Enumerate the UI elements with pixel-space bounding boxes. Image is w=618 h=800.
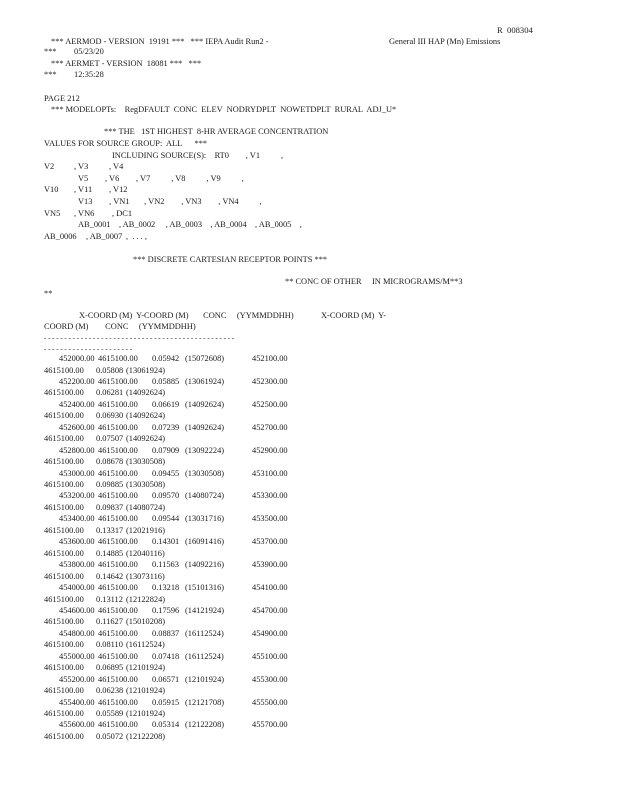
conc-value: 0.08837 — [152, 629, 180, 638]
table-row — [0, 676, 618, 686]
y-coord: 4615100.00 — [44, 549, 84, 558]
date-value: (13030508) — [126, 457, 166, 466]
header-run-description: General III HAP (Mn) Emissions — [389, 37, 501, 46]
table-row — [0, 492, 618, 502]
header-stars-2: *** — [44, 70, 57, 79]
x-coord: 455400.00 — [59, 698, 95, 707]
header-date: 05/23/20 — [74, 47, 104, 56]
conc-value: 0.07418 — [152, 652, 180, 661]
date-value: (13031716) — [185, 514, 225, 523]
source-ab-0007: , AB_0007 — [86, 232, 123, 241]
conc-value: 0.14301 — [152, 537, 180, 546]
source-v10: V10 — [44, 185, 59, 194]
x-coord: 452800.00 — [59, 446, 95, 455]
table-row-continuation — [0, 573, 618, 583]
date-value: (14092624) — [185, 400, 225, 409]
table-row-continuation — [0, 687, 618, 697]
header-divider: - - - - - - - - - - - - - - - - - - - - - - - - - - - - - - - - - - - - - - - - - - - - - - - — [44, 334, 235, 342]
table-row — [0, 538, 618, 548]
conc-value: 0.13112 — [96, 595, 123, 604]
date-value: (13073116) — [126, 572, 165, 581]
x-coord: 453200.00 — [59, 491, 95, 500]
y-coord: 4615100.00 — [98, 537, 138, 546]
table-row-continuation — [0, 435, 618, 445]
date-value: (12121708) — [185, 698, 225, 707]
date-value: (14121924) — [185, 606, 225, 615]
y-coord: 4615100.00 — [98, 720, 138, 729]
source-dc1: , DC1 — [112, 209, 133, 218]
date-value: (14080724) — [126, 503, 166, 512]
source-line-6: AB_0001 , AB_0002 , AB_0003 , AB_0004 , AB_0005 , — [78, 220, 302, 229]
y-coord: 4615100.00 — [98, 606, 138, 615]
x-coord: 452900.00 — [252, 446, 288, 455]
y-coord: 4615100.00 — [44, 617, 84, 626]
y-coord: 4615100.00 — [44, 480, 84, 489]
table-row — [0, 721, 618, 731]
conc-value: 0.13317 — [96, 526, 124, 535]
date-value: (13030508) — [126, 480, 166, 489]
table-row-continuation — [0, 389, 618, 399]
source-v4: , V4 — [109, 162, 124, 171]
x-coord: 455300.00 — [252, 675, 288, 684]
y-coord: 4615100.00 — [44, 640, 84, 649]
date-value: (12101924) — [126, 686, 166, 695]
conc-value: 0.14885 — [96, 549, 124, 558]
x-coord: 454900.00 — [252, 629, 288, 638]
table-row-continuation — [0, 733, 618, 743]
y-coord: 4615100.00 — [98, 423, 138, 432]
date-value: (14092624) — [185, 423, 225, 432]
conc-value: 0.05072 — [96, 732, 124, 741]
source-v3: , V3 — [74, 162, 89, 171]
y-coord: 4615100.00 — [98, 560, 138, 569]
y-coord: 4615100.00 — [98, 583, 138, 592]
table-row-continuation — [0, 412, 618, 422]
date-value: (14092216) — [185, 560, 225, 569]
modelopts-line: *** MODELOPTs: RegDFAULT CONC ELEV NODRYDPLT NOWETDPLT RURAL ADJ_U* — [51, 105, 397, 114]
x-coord: 454800.00 — [59, 629, 95, 638]
date-value: (13061924) — [185, 377, 225, 386]
conc-value: 0.09837 — [96, 503, 124, 512]
table-row — [0, 584, 618, 594]
column-header-line-1: X-COORD (M) Y-COORD (M) CONC (YYMMDDHH) — [79, 311, 294, 320]
y-coord: 4615100.00 — [44, 663, 84, 672]
table-row-continuation — [0, 527, 618, 537]
conc-value: 0.05808 — [96, 366, 124, 375]
x-coord: 452600.00 — [59, 423, 95, 432]
conc-value: 0.05314 — [152, 720, 180, 729]
conc-value: 0.07239 — [152, 423, 180, 432]
x-coord: 453500.00 — [252, 514, 288, 523]
conc-value: 0.06895 — [96, 663, 124, 672]
table-row — [0, 470, 618, 480]
x-coord: 452000.00 — [59, 354, 95, 363]
y-coord: 4615100.00 — [98, 491, 138, 500]
conc-value: 0.11563 — [152, 560, 179, 569]
x-coord: 453600.00 — [59, 537, 95, 546]
units-line: ** CONC OF OTHER IN MICROGRAMS/M**3 — [285, 277, 463, 286]
date-value: (16112524) — [126, 640, 165, 649]
x-coord: 453300.00 — [252, 491, 288, 500]
table-row — [0, 401, 618, 411]
y-coord: 4615100.00 — [44, 595, 84, 604]
table-row — [0, 424, 618, 434]
conc-value: 0.06930 — [96, 411, 124, 420]
conc-value: 0.09885 — [96, 480, 124, 489]
x-coord: 453700.00 — [252, 537, 288, 546]
conc-value: 0.06238 — [96, 686, 124, 695]
date-value: (12122208) — [185, 720, 225, 729]
conc-value: 0.11627 — [96, 617, 123, 626]
date-value: (12122824) — [126, 595, 166, 604]
date-value: (14092624) — [126, 388, 166, 397]
table-row-continuation — [0, 481, 618, 491]
y-coord: 4615100.00 — [44, 732, 84, 741]
x-coord: 455200.00 — [59, 675, 95, 684]
date-value: (13061924) — [126, 366, 166, 375]
date-value: (13092224) — [185, 446, 225, 455]
conc-value: 0.05942 — [152, 354, 180, 363]
x-coord: 455100.00 — [252, 652, 288, 661]
title-line-3: INCLUDING SOURCE(S): RT0 , V1 , — [112, 151, 284, 160]
date-value: (12101924) — [185, 675, 225, 684]
y-coord: 4615100.00 — [98, 652, 138, 661]
conc-value: 0.17596 — [152, 606, 180, 615]
table-row-continuation — [0, 710, 618, 720]
date-value: (16091416) — [185, 537, 225, 546]
header-stars: *** — [44, 47, 57, 56]
date-value: (15010208) — [126, 617, 166, 626]
table-row-continuation — [0, 550, 618, 560]
y-coord: 4615100.00 — [44, 411, 84, 420]
x-coord: 455500.00 — [252, 698, 288, 707]
source-vn5: VN5 — [44, 209, 61, 218]
y-coord: 4615100.00 — [98, 446, 138, 455]
conc-value: 0.06281 — [96, 388, 124, 397]
date-value: (16112524) — [185, 652, 224, 661]
y-coord: 4615100.00 — [44, 503, 84, 512]
date-value: (12101924) — [126, 709, 166, 718]
x-coord: 452300.00 — [252, 377, 288, 386]
section-title: *** DISCRETE CARTESIAN RECEPTOR POINTS *** — [133, 255, 328, 264]
date-value: (16112524) — [185, 629, 224, 638]
y-coord: 4615100.00 — [98, 400, 138, 409]
date-value: (14092624) — [126, 434, 166, 443]
x-coord: 455600.00 — [59, 720, 95, 729]
title-line-1: *** THE 1ST HIGHEST 8-HR AVERAGE CONCENTRATION — [104, 127, 329, 136]
table-row-continuation — [0, 596, 618, 606]
date-value: (12021916) — [126, 526, 166, 535]
conc-value: 0.09455 — [152, 469, 180, 478]
y-coord: 4615100.00 — [44, 526, 84, 535]
source-v11: , V11 — [74, 185, 93, 194]
conc-value: 0.07909 — [152, 446, 180, 455]
date-value: (15101316) — [185, 583, 225, 592]
y-coord: 4615100.00 — [44, 572, 84, 581]
source-vn6: , VN6 — [74, 209, 95, 218]
y-coord: 4615100.00 — [98, 377, 138, 386]
document-id: R 008304 — [497, 25, 533, 35]
x-coord: 453000.00 — [59, 469, 95, 478]
table-row — [0, 653, 618, 663]
y-coord: 4615100.00 — [44, 709, 84, 718]
x-coord: 455700.00 — [252, 720, 288, 729]
y-coord: 4615100.00 — [44, 457, 84, 466]
source-v2: V2 — [44, 162, 55, 171]
x-coord: 453400.00 — [59, 514, 95, 523]
column-header-line-2: COORD (M) CONC (YYMMDDHH) — [44, 322, 196, 331]
source-ab-0006: AB_0006 — [44, 232, 77, 241]
conc-value: 0.09544 — [152, 514, 180, 523]
table-row-continuation — [0, 504, 618, 514]
y-coord: 4615100.00 — [44, 686, 84, 695]
date-value: (15072608) — [185, 354, 225, 363]
header-time: 12:35:28 — [74, 70, 104, 79]
x-coord: 452100.00 — [252, 354, 288, 363]
conc-value: 0.05589 — [96, 709, 124, 718]
x-coord: 452200.00 — [59, 377, 95, 386]
table-row — [0, 515, 618, 525]
conc-value: 0.06619 — [152, 400, 180, 409]
x-coord: 453100.00 — [252, 469, 288, 478]
source-ellipsis: , . . . , — [126, 232, 147, 241]
date-value: (14092624) — [126, 411, 166, 420]
x-coord: 453900.00 — [252, 560, 288, 569]
title-line-2: VALUES FOR SOURCE GROUP: ALL *** — [44, 139, 208, 148]
conc-value: 0.06571 — [152, 675, 180, 684]
x-coord: 454000.00 — [59, 583, 95, 592]
page-label: PAGE 212 — [44, 94, 80, 103]
table-row — [0, 699, 618, 709]
y-coord: 4615100.00 — [98, 629, 138, 638]
date-value: (13030508) — [185, 469, 225, 478]
conc-value: 0.09570 — [152, 491, 180, 500]
table-row — [0, 561, 618, 571]
x-coord: 452400.00 — [59, 400, 95, 409]
header-aermod-line: *** AERMOD - VERSION 19191 *** *** IEPA Audit Run2 - — [51, 37, 269, 46]
conc-value: 0.14642 — [96, 572, 124, 581]
date-value: (12122208) — [126, 732, 166, 741]
y-coord: 4615100.00 — [44, 366, 84, 375]
conc-value: 0.05885 — [152, 377, 180, 386]
header-divider-2: - - - - - - - - - - - - - - - - - - - - - - — [44, 345, 133, 353]
source-line-2: V5 , V6 , V7 , V8 , V9 , — [78, 174, 244, 183]
x-coord: 452500.00 — [252, 400, 288, 409]
y-coord: 4615100.00 — [98, 675, 138, 684]
date-value: (12040116) — [126, 549, 165, 558]
y-coord: 4615100.00 — [44, 434, 84, 443]
x-coord: 454700.00 — [252, 606, 288, 615]
table-row — [0, 607, 618, 617]
y-coord: 4615100.00 — [98, 514, 138, 523]
x-coord: 454100.00 — [252, 583, 288, 592]
conc-value: 0.08678 — [96, 457, 124, 466]
table-row — [0, 447, 618, 457]
x-coord: 453800.00 — [59, 560, 95, 569]
table-row-continuation — [0, 641, 618, 651]
source-line-4: V13 , VN1 , VN2 , VN3 , VN4 , — [78, 197, 262, 206]
table-row — [0, 378, 618, 388]
conc-value: 0.07507 — [96, 434, 124, 443]
units-stars: ** — [44, 289, 53, 298]
header-aermet-line: *** AERMET - VERSION 18081 *** *** — [51, 59, 202, 68]
y-coord: 4615100.00 — [44, 388, 84, 397]
table-row — [0, 355, 618, 365]
x-coord: 452700.00 — [252, 423, 288, 432]
conc-value: 0.13218 — [152, 583, 180, 592]
table-row-continuation — [0, 618, 618, 628]
conc-value: 0.05915 — [152, 698, 180, 707]
column-header-right: X-COORD (M) Y- — [321, 311, 387, 320]
table-row-continuation — [0, 367, 618, 377]
table-row-continuation — [0, 458, 618, 468]
table-row-continuation — [0, 664, 618, 674]
source-v12: , V12 — [109, 185, 128, 194]
y-coord: 4615100.00 — [98, 698, 138, 707]
x-coord: 455000.00 — [59, 652, 95, 661]
x-coord: 454600.00 — [59, 606, 95, 615]
date-value: (14080724) — [185, 491, 225, 500]
conc-value: 0.08110 — [96, 640, 123, 649]
y-coord: 4615100.00 — [98, 469, 138, 478]
date-value: (12101924) — [126, 663, 166, 672]
y-coord: 4615100.00 — [98, 354, 138, 363]
table-row — [0, 630, 618, 640]
